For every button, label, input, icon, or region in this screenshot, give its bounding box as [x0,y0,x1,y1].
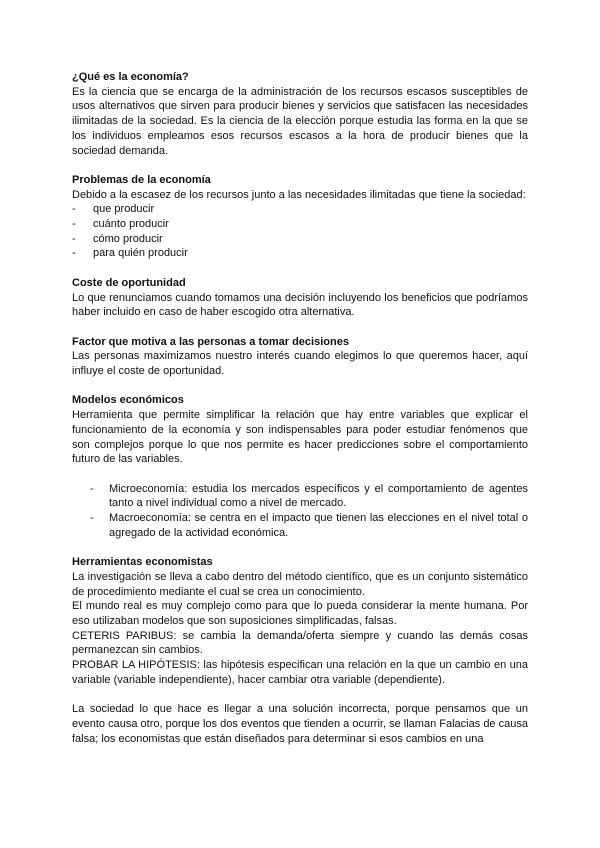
list-item: - que producir [72,202,528,217]
section-coste-oportunidad [72,276,528,320]
section-body: Es la ciencia que se encarga de la administración de los recursos escasos susceptibles de usos alternativos que sirven para producir bienes y servicios que satisfacen las necesidades ilimitadas de la sociedad. Es la ciencia de la elección porque estudia las forma en la que se los individuos empleamos esos recursos escasos a la hora de producir bienes que la sociedad demanda. [72,85,528,157]
section-heading: Modelos económicos [72,394,184,407]
section-body: Lo que renunciamos cuando tomamos una decisión incluyendo los beneficios que podríamos haber incluido en caso de haber escogido otra alternativa. [72,291,528,319]
section-heading: Herramientas economistas [72,556,213,569]
document-page [72,70,528,746]
list-item: - para quién producir [72,246,528,261]
paragraph: La investigación se lleva a cabo dentro del método científico, que es un conjunto sistemático de procedimiento mediante el cual se crea un conocimiento. [72,570,528,598]
problem-list [72,202,528,261]
section-que-es-economia [72,70,528,158]
paragraph: CETERIS PARIBUS: se cambia la demanda/oferta siempre y cuando las demás cosas permanezcan sin cambios. [72,629,528,657]
section-heading: ¿Qué es la economía? [72,71,189,83]
section-body: Debido a la escasez de los recursos junto a las necesidades ilimitadas que tiene la sociedad: [72,188,526,201]
list-item: - Macroeconomía: se centra en el impacto que tienen las elecciones en el nivel total o agregado de la actividad económica. [72,511,528,540]
list-item: - Microeconomía: estudia los mercados específicos y el comportamiento de agentes tanto a nivel individual como a nivel de mercado. [72,482,528,511]
section-body: Herramienta que permite simplificar la relación que hay entre variables que explicar el funcionamiento de la economía y son indispensables para poder estudiar fenómenos que son complejos porque lo que nos permite es hacer predicciones sobre el comportamiento futuro de las variables. [72,409,528,466]
section-heading: Coste de oportunidad [72,276,186,289]
section-heading: Factor que motiva a las personas a tomar decisiones [72,335,349,348]
list-item: - cómo producir [72,232,528,247]
list-item: - cuánto producir [72,217,528,232]
model-list [72,482,528,541]
section-modelos [72,393,528,540]
section-problemas [72,173,528,261]
paragraph: La sociedad lo que hace es llegar a una solución incorrecta, porque pensamos que un evento causa otro, porque los dos eventos que tienden a ocurrir, se llaman Falacias de causa falsa; los economistas que están diseñados para determinar si esos cambios en una [72,703,528,745]
section-factor-motiva [72,335,528,379]
section-herramientas [72,555,528,746]
section-body: Las personas maximizamos nuestro interés cuando elegimos lo que queremos hacer, aquí influye el coste de oportunidad. [72,350,528,378]
section-heading: Problemas de la economía [72,173,211,186]
paragraph: El mundo real es muy complejo como para que lo pueda considerar la mente humana. Por eso utilizaban modelos que son suposiciones simplificadas, falsas. [72,600,528,627]
paragraph: PROBAR LA HIPÓTESIS: las hipótesis especifican una relación en la que un cambio en una variable (variable independiente), hacer cambiar otra variable (dependiente). [72,659,528,686]
